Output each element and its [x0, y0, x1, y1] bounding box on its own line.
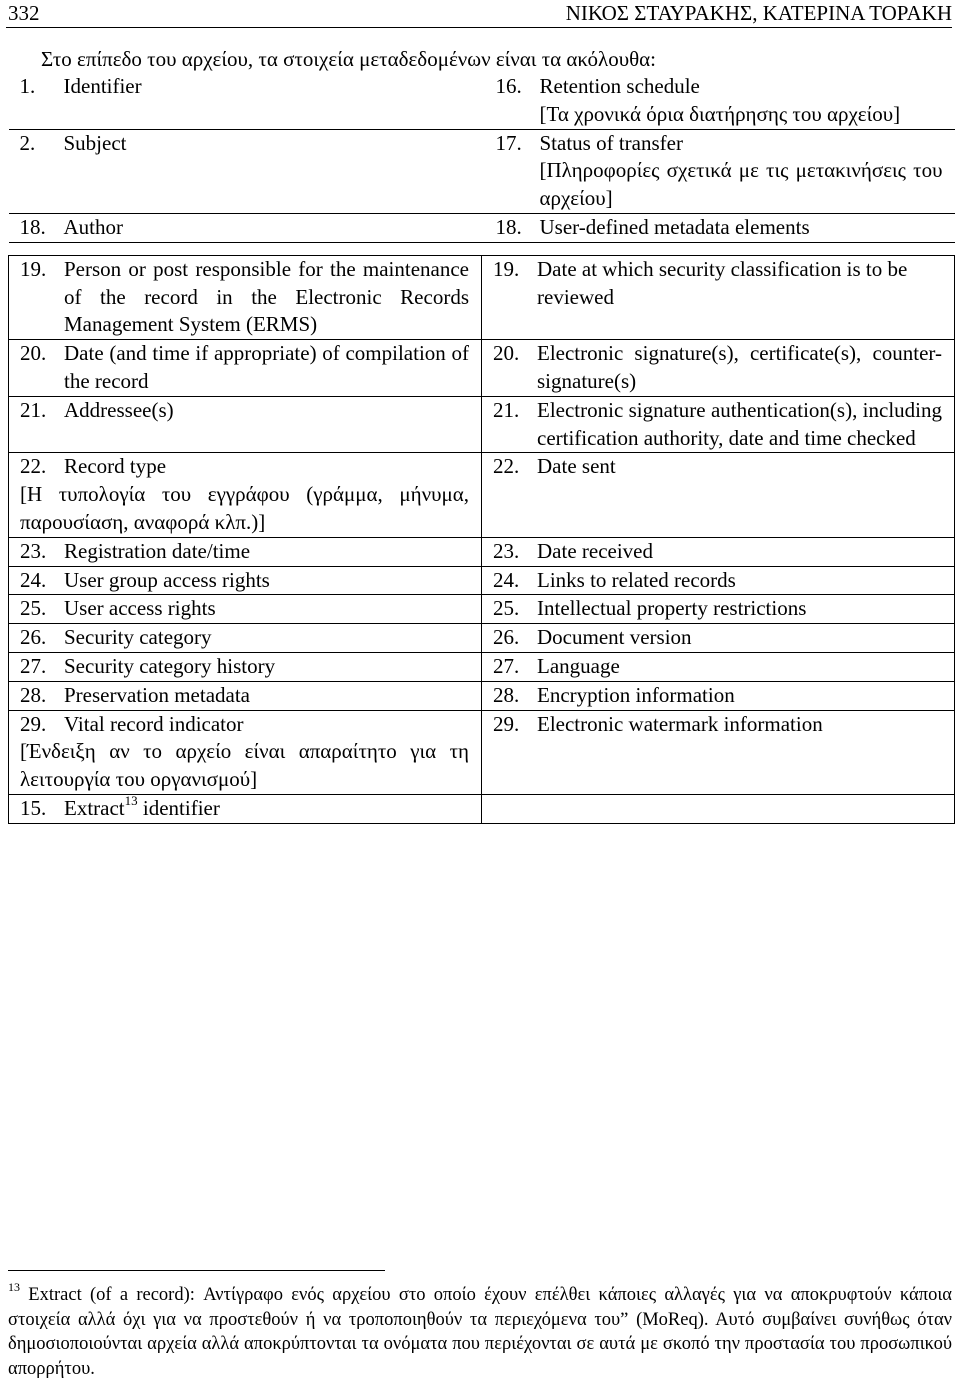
footnote-rule [8, 1270, 385, 1271]
item-number: 21. [493, 397, 520, 422]
table-cell-left [9, 396, 482, 453]
item-label: Status of transfer [539, 130, 683, 155]
table-cell-left [9, 255, 482, 339]
item-label: Date (and time if appropriate) of compilation of the record [64, 341, 469, 393]
table-row [9, 566, 955, 595]
table-row [9, 396, 955, 453]
item-number: 17. [495, 130, 522, 155]
item-label: User group access rights [64, 567, 270, 592]
item-number: 26. [493, 625, 520, 650]
item-number: 20. [20, 341, 47, 366]
item-label: Language [537, 653, 620, 678]
table-cell-left [9, 794, 482, 823]
metadata-table [8, 73, 955, 824]
item-number: 1. [19, 74, 36, 98]
item-label: Record type [64, 454, 167, 479]
item-label: User-defined metadata elements [539, 214, 810, 239]
item-label: Date at which security classification is to be reviewed [537, 256, 908, 309]
table-cell-right [482, 213, 955, 242]
item-number: 23. [20, 538, 47, 563]
item-number: 29. [20, 711, 47, 736]
footnote-ref: 13 [124, 792, 138, 808]
item-number: 25. [493, 596, 520, 621]
intro-sentence: Στο επίπεδο του αρχείου, τα στοιχεία μεταδεδομένων είναι τα ακόλουθα: [41, 47, 656, 71]
table-cell-right [482, 255, 955, 339]
item-label: Identifier [63, 74, 142, 98]
table-cell-left [9, 652, 482, 681]
item-number: 16. [495, 74, 522, 98]
table-row [9, 255, 955, 339]
item-note: [Ένδειξη αν το αρχείο είναι απαραίτητο για τη λειτουργία του οργανισμού] [20, 739, 469, 792]
item-label: Person or post responsible for the maintenance of the record in the Electronic Records Management System (ERMS) [64, 256, 469, 337]
item-number: 18. [19, 214, 46, 239]
item-number: 15. [20, 795, 47, 820]
item-number: 21. [20, 397, 47, 422]
item-label: Subject [63, 130, 127, 155]
item-label: Date received [537, 538, 654, 563]
item-number: 24. [20, 567, 47, 592]
item-number: 27. [493, 653, 520, 678]
table-cell-right [482, 129, 955, 213]
table-cell-right [482, 537, 955, 566]
item-number: 26. [20, 625, 47, 650]
item-number: 29. [493, 711, 520, 736]
table-cell-left [9, 129, 482, 213]
item-label: Preservation metadata [64, 682, 251, 707]
item-label: Vital record indicator [64, 711, 244, 736]
table-cell-left [9, 681, 482, 710]
table-cell-empty [482, 794, 955, 823]
table-row [9, 624, 955, 653]
table-row [9, 453, 955, 537]
item-label: Extract [64, 795, 125, 820]
table-cell-left [9, 453, 482, 537]
table-row [9, 794, 955, 823]
item-label: Author [63, 214, 123, 239]
table-row [9, 129, 955, 213]
item-note: [Τα χρονικά όρια διατήρησης του αρχείου] [539, 101, 901, 126]
table-cell-left [9, 624, 482, 653]
item-number: 28. [493, 682, 520, 707]
table-row [9, 595, 955, 624]
item-label: Security category [64, 625, 212, 650]
item-number: 2. [19, 130, 36, 155]
item-label: Addressee(s) [64, 397, 174, 422]
footnote-text: Extract (of a record): Αντίγραφο ενός αρχείου στο οποίο έχουν επέλθει κάποιες αλλαγές για να αποκρυφτούν κάποια στοιχεία αλλά όχι για να προστεθούν ή να τροποποιηθούν τα περιεχόμενα του” (MoReq). Αυτό συμβαίνει συνήθως όταν δημοσιοποιούνται αρχεία αλλά αποκρύπτονται τα ονόματα που περιέχονται σε αυτά με σκοπό την προστασία του προσωπικού απορρήτου. [8, 1285, 952, 1379]
table-cell-left [9, 340, 482, 397]
item-number: 19. [493, 256, 520, 281]
table-cell-left [9, 73, 482, 129]
table-cell-right [482, 396, 955, 453]
table-cell-left [9, 710, 482, 794]
item-label-suffix: identifier [137, 795, 220, 820]
footnote [8, 1280, 952, 1381]
item-note: [Πληροφορίες σχετικά με τις μετακινήσεις του αρχείου] [539, 158, 943, 211]
running-head: ΝΙΚΟΣ ΣΤΑΥΡΑΚΗΣ, ΚΑΤΕΡΙΝΑ ΤΟΡΑΚΗ [565, 1, 952, 25]
item-number: 27. [20, 653, 47, 678]
table-cell-right [482, 710, 955, 794]
table-cell-right [482, 453, 955, 537]
table-row [9, 537, 955, 566]
item-number: 22. [493, 454, 520, 479]
table-cell-right [482, 652, 955, 681]
item-label: User access rights [64, 596, 216, 621]
page-header [6, 0, 952, 28]
footnote-marker: 13 [8, 1280, 20, 1294]
item-label: Document version [537, 625, 692, 650]
item-number: 19. [20, 256, 47, 281]
table-row [9, 681, 955, 710]
item-number: 18. [495, 214, 522, 239]
item-label: Retention schedule [539, 74, 700, 98]
table-row [9, 73, 955, 129]
table-separator [9, 242, 955, 255]
table-cell-right [482, 595, 955, 624]
item-number: 20. [493, 341, 520, 366]
item-label: Electronic watermark information [537, 711, 823, 736]
table-cell-right [482, 340, 955, 397]
table-cell-left [9, 566, 482, 595]
table-cell-right [482, 73, 955, 129]
item-label: Electronic signature(s), certificate(s), counter-signature(s) [537, 341, 942, 393]
item-label: Intellectual property restrictions [537, 596, 807, 621]
table-cell-right [482, 566, 955, 595]
item-number: 28. [20, 682, 47, 707]
table-row [9, 340, 955, 397]
page-number: 332 [8, 1, 40, 25]
item-note: [Η τυπολογία του εγγράφου (γράμμα, μήνυμα, παρουσίαση, αναφορά κλπ.)] [20, 482, 469, 534]
item-number: 22. [20, 454, 47, 479]
table-row [9, 652, 955, 681]
table-row [9, 710, 955, 794]
item-label: Links to related records [537, 567, 736, 592]
item-number: 25. [20, 596, 47, 621]
item-label: Security category history [64, 653, 276, 678]
item-label: Registration date/time [64, 538, 251, 563]
table-cell-left [9, 537, 482, 566]
item-label: Date sent [537, 454, 616, 479]
item-number: 23. [493, 538, 520, 563]
table-cell-left [9, 595, 482, 624]
item-label: Electronic signature authentication(s), including certification authority, date and time checked [537, 397, 942, 450]
item-number: 24. [493, 567, 520, 592]
table-row [9, 213, 955, 242]
table-cell-left [9, 213, 482, 242]
table-cell-right [482, 681, 955, 710]
item-label: Encryption information [537, 682, 735, 707]
table-cell-right [482, 624, 955, 653]
